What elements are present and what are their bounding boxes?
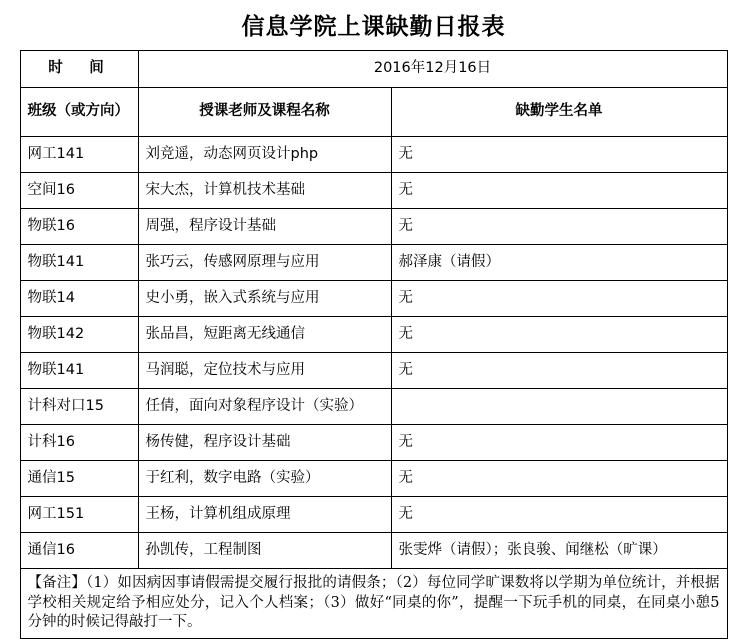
- cell-absent: 无: [391, 353, 727, 389]
- column-header-class: 班级（或方向）: [20, 88, 138, 137]
- cell-class: 空间16: [20, 173, 138, 209]
- table-row: [20, 389, 727, 425]
- table-row: [20, 497, 727, 533]
- column-header-absent-list: 缺勤学生名单: [391, 88, 727, 137]
- cell-teacher-course: 杨传健，程序设计基础: [138, 425, 391, 461]
- table-row: [20, 461, 727, 497]
- cell-absent: 无: [391, 281, 727, 317]
- note-text: 【备注】（1）如因病因事请假需提交履行报批的请假条；（2）每位同学旷课数将以学期为单位统计，并根据学校相关规定给予相应处分，记入个人档案；（3）做好“同桌的你”，提醒一下玩手机的同桌，在同桌小憩5分钟的时候记得敲打一下。: [20, 569, 727, 639]
- table-row: [20, 281, 727, 317]
- table-row: [20, 533, 727, 569]
- cell-absent: [391, 389, 727, 425]
- cell-teacher-course: 孙凯传，工程制图: [138, 533, 391, 569]
- table-row: [20, 245, 727, 281]
- cell-absent: 无: [391, 461, 727, 497]
- cell-teacher-course: 周强，程序设计基础: [138, 209, 391, 245]
- cell-teacher-course: 刘竞遥，动态网页设计php: [138, 137, 391, 173]
- cell-class: 通信15: [20, 461, 138, 497]
- cell-absent: 张雯烨（请假）；张良骏、闻继松（旷课）: [391, 533, 727, 569]
- table-row-note: [20, 569, 727, 639]
- cell-teacher-course: 任倩，面向对象程序设计（实验）: [138, 389, 391, 425]
- cell-absent: 郝泽康（请假）: [391, 245, 727, 281]
- cell-absent: 无: [391, 497, 727, 533]
- cell-teacher-course: 史小勇，嵌入式系统与应用: [138, 281, 391, 317]
- table-row: [20, 425, 727, 461]
- cell-class: 网工151: [20, 497, 138, 533]
- table-row: [20, 209, 727, 245]
- cell-absent: 无: [391, 173, 727, 209]
- cell-class: 通信16: [20, 533, 138, 569]
- table-row-date: [20, 51, 727, 88]
- cell-teacher-course: 张品昌，短距离无线通信: [138, 317, 391, 353]
- cell-class: 物联14: [20, 281, 138, 317]
- table-row: [20, 173, 727, 209]
- cell-teacher-course: 王杨，计算机组成原理: [138, 497, 391, 533]
- cell-class: 计科16: [20, 425, 138, 461]
- cell-teacher-course: 马润聪，定位技术与应用: [138, 353, 391, 389]
- page-title: 信息学院上课缺勤日报表: [241, 13, 506, 40]
- cell-class: 物联141: [20, 245, 138, 281]
- cell-absent: 无: [391, 209, 727, 245]
- cell-class: 物联142: [20, 317, 138, 353]
- cell-absent: 无: [391, 137, 727, 173]
- date-value: 2016年12月16日: [138, 51, 727, 88]
- table-header-row: [20, 88, 727, 137]
- table-row: [20, 137, 727, 173]
- table-row: [20, 317, 727, 353]
- cell-teacher-course: 于红利，数字电路（实验）: [138, 461, 391, 497]
- cell-class: 计科对口15: [20, 389, 138, 425]
- cell-absent: 无: [391, 317, 727, 353]
- date-label: 时 间: [20, 51, 138, 88]
- attendance-table: [20, 50, 728, 639]
- column-header-teacher-course: 授课老师及课程名称: [138, 88, 391, 137]
- cell-absent: 无: [391, 425, 727, 461]
- cell-teacher-course: 张巧云，传感网原理与应用: [138, 245, 391, 281]
- cell-class: 物联16: [20, 209, 138, 245]
- cell-teacher-course: 宋大杰，计算机技术基础: [138, 173, 391, 209]
- cell-class: 网工141: [20, 137, 138, 173]
- cell-class: 物联141: [20, 353, 138, 389]
- table-row: [20, 353, 727, 389]
